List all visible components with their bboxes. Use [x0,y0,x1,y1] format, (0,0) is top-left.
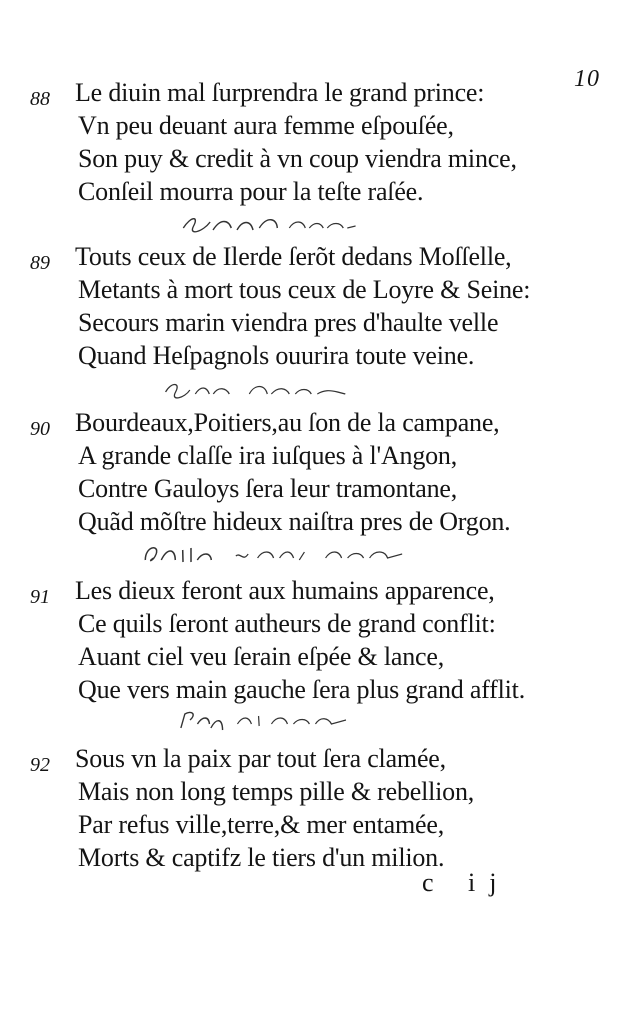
verse-line: Quand Heſpagnols ouurira toute veine. [78,341,475,370]
verse-line: Le diuin mal ſurprendra le grand prince: [75,78,485,107]
quatrain-number: 88 [30,88,50,110]
verse-line: Vn peu deuant aura femme eſpouſée, [78,111,454,140]
verse-line: Sous vn la paix par tout ſera clamée, [75,744,446,773]
quatrain-number: 90 [30,418,50,440]
quatrain-number: 89 [30,252,50,274]
verse-line: Mais non long temps pille & rebellion, [78,777,475,806]
quatrain-number: 91 [30,586,50,608]
verse-line: Secours marin viendra pres d'haulte velle [78,308,499,337]
folio-number: 10 [574,66,600,92]
verse-line: Metants à mort tous ceux de Loyre & Seine: [78,275,531,304]
handwritten-annotation [174,706,368,734]
signature-mark: c ij [422,868,511,897]
verse-line: Auant ciel veu ſerain eſpée & lance, [78,642,445,671]
verse-line: A grande claſſe ira iuſques à l'Angon, [78,441,458,470]
verse-line: Que vers main gauche ſera plus grand afflit. [78,675,525,704]
verse-line: Les dieux feront aux humains apparence, [75,576,495,605]
verse-line: Son puy & credit à vn coup viendra mince, [78,144,517,173]
handwritten-annotation [138,540,422,570]
verse-line: Touts ceux de Ilerde ſerõt dedans Moſſelle, [75,242,512,271]
handwritten-annotation [158,376,362,402]
verse-line: Bourdeaux,Poitiers,au ſon de la campane, [75,408,500,437]
handwritten-annotation [178,210,362,236]
quatrain-number: 92 [30,754,50,776]
verse-line: Morts & captifz le tiers d'un milion. [78,843,445,872]
verse-line: Contre Gauloys ſera leur tramontane, [78,474,458,503]
verse-line: Quãd mõſtre hideux naiſtra pres de Orgon. [78,507,511,536]
verse-line: Conſeil mourra pour la teſte raſée. [78,177,424,206]
verse-line: Par refus ville,terre,& mer entamée, [78,810,445,839]
verse-line: Ce quils ſeront autheurs de grand conflit: [78,609,496,638]
